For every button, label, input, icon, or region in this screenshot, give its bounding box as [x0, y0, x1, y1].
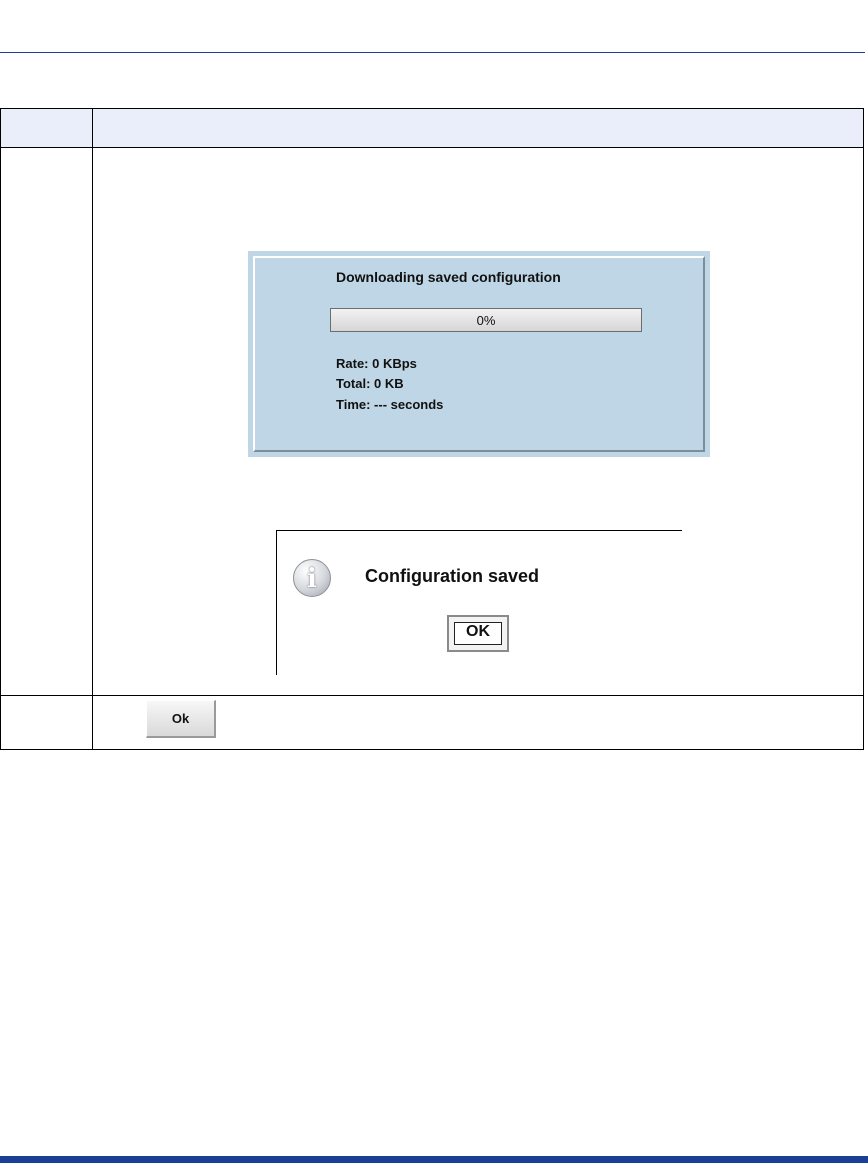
- footer-bar: [0, 1156, 868, 1163]
- dialog-ok-label: OK: [466, 623, 490, 640]
- action-cell: [93, 696, 864, 750]
- ok-button[interactable]: [146, 700, 216, 738]
- step-cell: [1, 696, 93, 750]
- table-header-row: [1, 109, 864, 148]
- action-header-cell: [93, 109, 864, 148]
- table-row: [1, 696, 864, 750]
- time-readout: Time: --- seconds: [336, 397, 444, 412]
- progress-percent: 0%: [476, 313, 496, 328]
- rate-readout: Rate: 0 KBps: [336, 356, 417, 371]
- ok-button-label: Ok: [171, 711, 190, 726]
- progress-bar: [330, 308, 642, 332]
- step-header-cell: [1, 109, 93, 148]
- content-cell: [93, 148, 864, 696]
- table-row: [1, 148, 864, 696]
- configuration-saved-dialog: [276, 530, 682, 675]
- download-progress-panel: [248, 251, 710, 457]
- download-title: Downloading saved configuration: [336, 269, 561, 285]
- dialog-ok-button[interactable]: [447, 615, 509, 652]
- procedure-table: [0, 108, 864, 750]
- total-readout: Total: 0 KB: [336, 376, 404, 391]
- download-panel-frame: [253, 256, 705, 452]
- info-icon: i: [293, 559, 331, 597]
- header-rule: [0, 52, 865, 53]
- saved-message: Configuration saved: [365, 566, 540, 586]
- step-cell: [1, 148, 93, 696]
